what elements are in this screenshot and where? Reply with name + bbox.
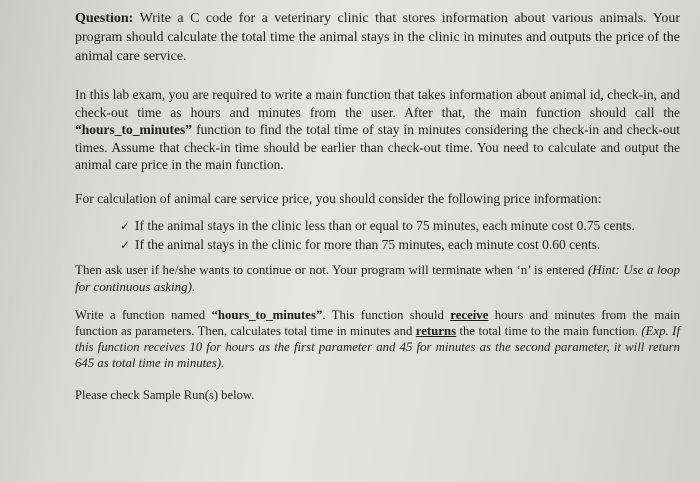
func-desc-text-4: the total time to the main function. [456, 324, 642, 338]
pricing-intro: For calculation of animal care service price, you should consider the following price information: [75, 191, 602, 206]
func-desc-name: “hours_to_minutes” [211, 308, 323, 322]
sample-run-note: Please check Sample Run(s) below. [75, 388, 255, 402]
question-label: Question: [75, 11, 134, 26]
loop-text: Then ask user if he/she wants to continue or not. Your program will terminate when ‘n’ is entered [75, 262, 588, 277]
intro-text-2: function to find the total time of stay in minutes considering the check-in and check-out times. Assume that check-in time should be earlier than check-out time. You need to calculate and output the animal care price in the main function. [75, 122, 680, 172]
loop-paragraph [75, 262, 680, 295]
price-bullet-2-text: If the animal stays in the clinic for more than 75 minutes, each minute cost 0.60 cents. [135, 237, 601, 252]
question-paragraph [75, 9, 680, 66]
checkmark-icon: ✓ [120, 238, 131, 252]
function-description-paragraph [75, 307, 680, 371]
intro-paragraph [75, 86, 680, 174]
loop-hint: (Hint: Use a loop for continuous asking). [75, 262, 680, 294]
func-desc-returns: returns [415, 324, 457, 338]
price-bullet-2 [120, 236, 680, 255]
intro-text-1: In this lab exam, you are required to write a main function that takes information about animal id, check-in, and check-out time as hours and minutes from the user. After that, the main function should call the [75, 87, 680, 120]
func-desc-text-2: . This function should [322, 308, 451, 322]
checkmark-icon: ✓ [120, 219, 131, 233]
func-desc-text-3: hours and minutes from the main function as parameters. Then, calculates total time in minutes and [75, 308, 681, 338]
func-desc-text-1: Write a function named [75, 308, 212, 322]
price-bullet-1-text: If the animal stays in the clinic less than or equal to 75 minutes, each minute cost 0.75 cents. [135, 218, 635, 233]
func-desc-receive: receive [450, 308, 489, 322]
price-bullet-1 [120, 217, 680, 236]
question-text: Write a C code for a veterinary clinic that stores information about various animals. Your program should calculate the total time the animal stays in the clinic in minutes and outputs the price of the animal care service. [75, 11, 680, 64]
func-desc-example: (Exp. If this function receives 10 for hours as the first parameter and 45 for minutes as the second parameter, it will return 645 as total time in minutes). [75, 324, 680, 370]
intro-function-name: “hours_to_minutes” [75, 122, 193, 137]
